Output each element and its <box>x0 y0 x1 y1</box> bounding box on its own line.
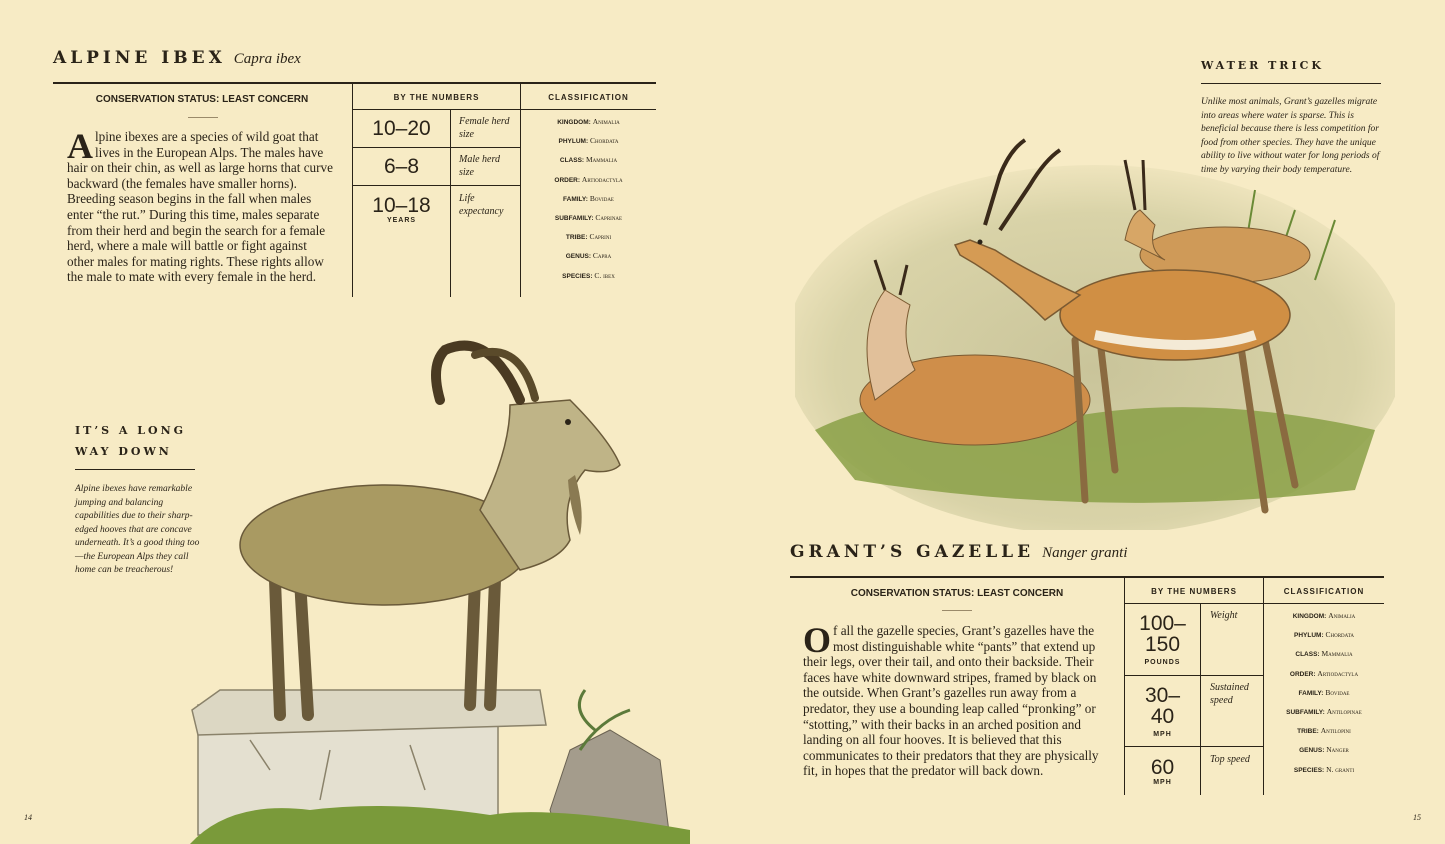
ibex-illustration <box>190 330 690 844</box>
ibex-body-text: lpine ibexes are a species of wild goat that lives in the European Alps. The males have hair on their chin, as well as large horns that curve backward (the females have smaller horns). Breeding season begins in the fall when males enter “the rut.” During this time, males separate from their herd and begin the search for a female herd, where a male will battle or fight against other males for mating rights. These rights allow the male to mate with every female in the herd. <box>67 129 333 285</box>
gazelle-header-rule <box>790 576 1384 578</box>
classification-row: SUBFAMILY: Caprinae <box>554 213 623 223</box>
classification-row: GENUS: Nanger <box>1299 745 1349 755</box>
gazelle-body <box>803 620 1111 779</box>
gazelle-table-head-rule <box>1124 603 1384 604</box>
gazelle-title-text: GRANT’S GAZELLE <box>790 542 1035 562</box>
classification-row: ORDER: Artiodactyla <box>554 174 623 184</box>
gazelle-number-value: 30– 40 <box>1144 684 1181 728</box>
classification-row: FAMILY: Bovidae <box>563 193 614 203</box>
ibex-row-rule-1 <box>352 147 520 148</box>
ibex-body <box>67 126 337 285</box>
gazelle-title <box>790 542 1128 562</box>
gazelle-illustration <box>795 130 1395 530</box>
classification-row: SPECIES: C. ibex <box>562 270 615 280</box>
gazelle-classification-list <box>1264 607 1384 780</box>
ibex-side-title-line: IT’S A LONG <box>75 424 187 437</box>
gazelle-number-value: 100– 150 <box>1139 612 1186 656</box>
ibex-conservation-status: CONSERVATION STATUS: LEAST CONCERN <box>95 94 309 105</box>
ibex-number-label: Life expectancy <box>459 193 504 217</box>
gazelle-number-unit: MPH <box>1153 731 1172 738</box>
gazelle-row-rule-2 <box>1124 746 1263 747</box>
gazelle-status-underline <box>942 610 972 611</box>
ibex-side-text: Alpine ibexes have remarkable jumping and balancing capabilities due to their sharp-edged hooves that are concave underneath. It’s a good thing too—the European Alps they call home can be treacherous! <box>75 484 200 575</box>
ibex-class-head: CLASSIFICATION <box>548 93 629 102</box>
ibex-number-value: 6–8 <box>383 155 420 178</box>
gazelle-side-text: Unlike most animals, Grant’s gazelles migrate into areas where water is sparse. This is beneficial because there is less competition for food from other species. They have the unique ability to live without water for long periods of time by varying their body temperature. <box>1201 97 1380 175</box>
classification-row: CLASS: Mammalia <box>559 155 618 165</box>
ibex-number-label: Female herd size <box>459 116 510 140</box>
gazelle-number-value: 60 <box>1150 756 1175 779</box>
gazelle-col-rule-2 <box>1200 604 1201 795</box>
ibex-table-head-rule <box>352 109 656 110</box>
ibex-number-label: Male herd size <box>459 154 501 178</box>
ibex-number-value: 10–18 <box>372 194 431 217</box>
page-number-right: 15 <box>1413 813 1421 822</box>
ibex-title <box>53 48 301 68</box>
gazelle-side-title: WATER TRICK <box>1201 59 1324 72</box>
classification-row: SPECIES: N. granti <box>1293 764 1355 774</box>
ibex-col-rule-1 <box>352 83 353 297</box>
classification-row: TRIBE: Caprini <box>565 232 612 242</box>
classification-row: SUBFAMILY: Antilopinae <box>1286 707 1362 717</box>
classification-row: KINGDOM: Animalia <box>1292 611 1356 620</box>
classification-row: PHYLUM: Chordata <box>558 136 619 146</box>
gazelle-class-head: CLASSIFICATION <box>1283 587 1365 596</box>
classification-row: GENUS: Capra <box>565 251 612 261</box>
ibex-title-text: ALPINE IBEX <box>53 48 226 68</box>
ibex-status-underline <box>188 117 218 118</box>
classification-row: CLASS: Mammalia <box>1295 649 1353 659</box>
classification-row: PHYLUM: Chordata <box>1294 630 1354 640</box>
classification-row: KINGDOM: Animalia <box>557 117 620 126</box>
ibex-numbers-head: BY THE NUMBERS <box>393 93 480 102</box>
ibex-classification-list <box>521 113 656 286</box>
gazelle-numbers-head: BY THE NUMBERS <box>1151 587 1237 596</box>
ibex-side-rule <box>75 469 195 470</box>
classification-row: ORDER: Artiodactyla <box>1289 668 1359 678</box>
gazelle-side-rule <box>1201 83 1381 84</box>
page-number-left: 14 <box>24 813 32 822</box>
gazelle-number-label: Weight <box>1210 610 1238 621</box>
gazelle-dropcap: O <box>803 620 832 660</box>
ibex-number-unit: YEARS <box>386 217 417 224</box>
ibex-col-rule-2 <box>450 110 451 297</box>
ibex-side-title-line: WAY DOWN <box>75 445 172 458</box>
gazelle-number-unit: MPH <box>1153 779 1172 786</box>
gazelle-body-text: f all the gazelle species, Grant’s gazelles have the most distinguishable white “pants” that extend up their legs, over their tail, and onto their backside. Their faces have white downward stripes, framed by black on the outside. When Grant’s gazelles run away from a predator, they use a bounding leap called “pronking” or “stotting,” with their backs in an arched position and landing on all four hooves. It is believed that this communicates to their predators that they are physically fit, in hopes that the predator will back down. <box>803 623 1099 779</box>
gazelle-row-rule-1 <box>1124 675 1263 676</box>
gazelle-number-label: Top speed <box>1210 754 1250 765</box>
gazelle-conservation-status: CONSERVATION STATUS: LEAST CONCERN <box>850 588 1064 599</box>
gazelle-scientific-name: Nanger granti <box>1042 545 1128 561</box>
ibex-row-rule-2 <box>352 185 520 186</box>
ibex-side-title <box>75 420 186 462</box>
gazelle-number-unit: POUNDS <box>1144 659 1181 666</box>
ibex-scientific-name: Capra ibex <box>233 51 301 67</box>
classification-row: TRIBE: Antilopini <box>1297 726 1351 736</box>
ibex-dropcap: A <box>67 126 93 166</box>
ibex-header-rule <box>53 82 656 84</box>
classification-row: FAMILY: Bovidae <box>1298 687 1350 697</box>
ibex-number-value: 10–20 <box>372 117 431 140</box>
gazelle-number-label: Sustained speed <box>1210 682 1249 706</box>
